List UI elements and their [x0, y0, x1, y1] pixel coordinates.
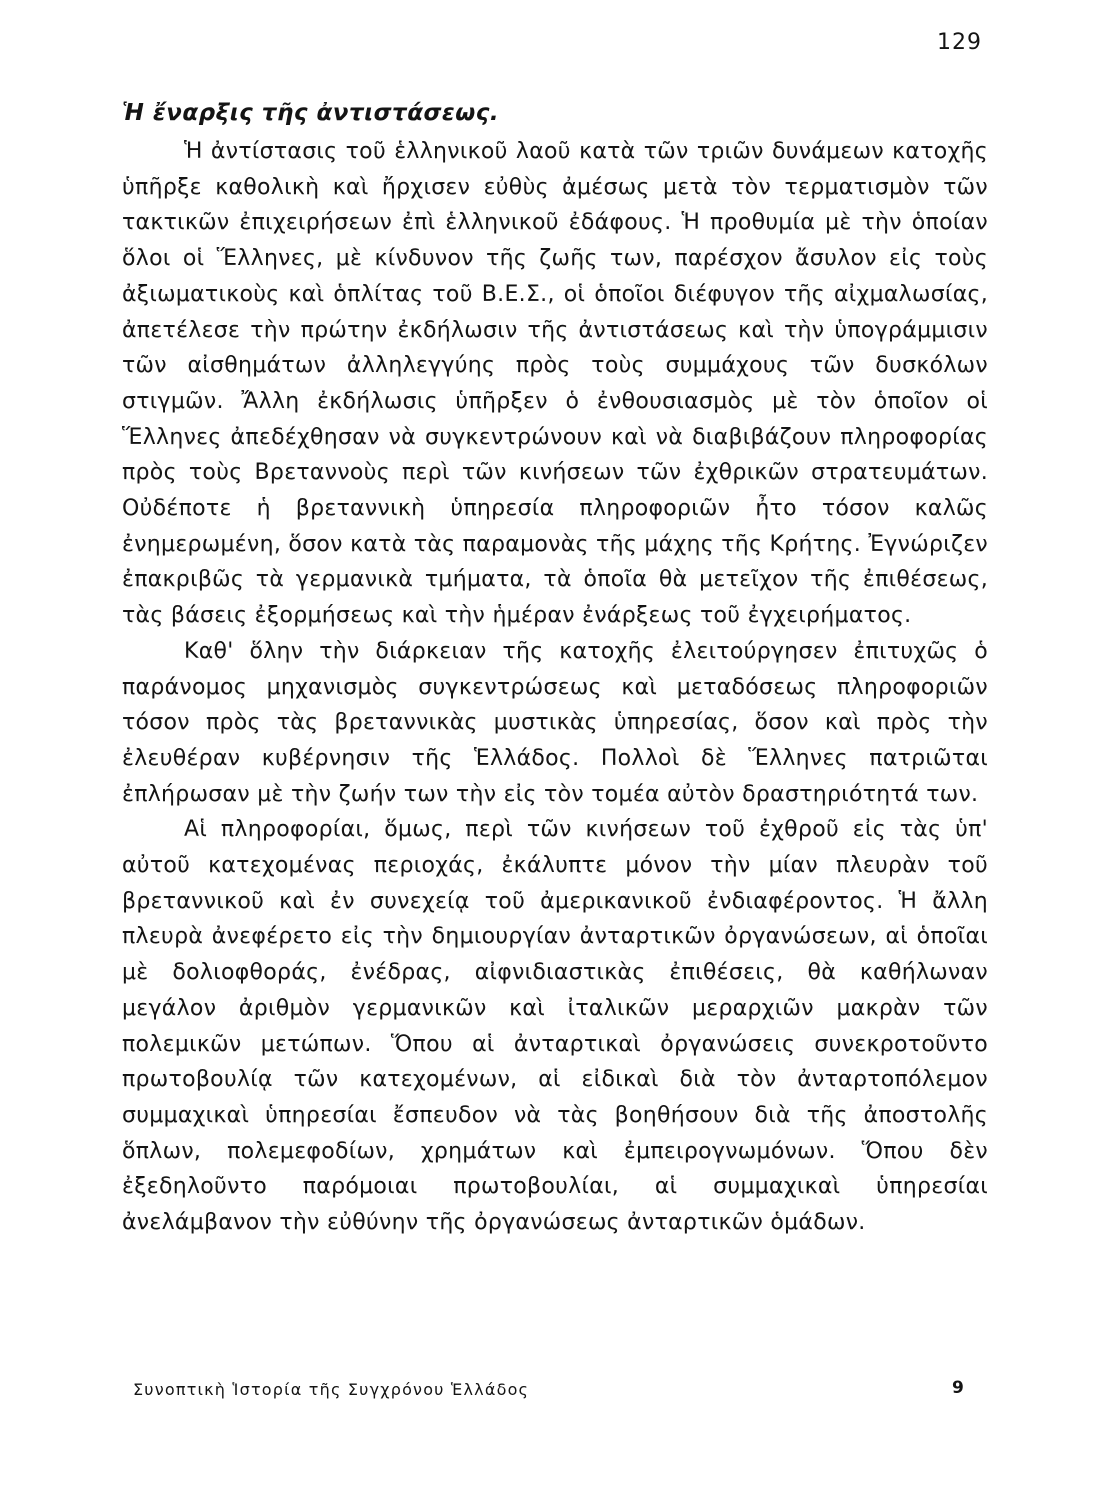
page-number: 129	[937, 30, 982, 55]
footer-signature-number: 9	[952, 1378, 964, 1398]
footer-book-title: Συνοπτικὴ Ἱστορία τῆς Συγχρόνου Ἑλλάδος	[133, 1380, 530, 1399]
paragraph-2: Καθ' ὅλην τὴν διάρκειαν τῆς κατοχῆς ἐλειτούργησεν ἐπιτυχῶς ὁ παράνομος μηχανισμὸς συγκεντρώσεως καὶ μεταδόσεως πληροφοριῶν τόσον πρὸς τὰς βρεταννικὰς μυστικὰς ὑπηρεσίας, ὅσον καὶ πρὸς τὴν ἐλευθέραν κυβέρνησιν τῆς Ἑλλάδος. Πολλοὶ δὲ Ἕλληνες πατριῶται ἐπλήρωσαν μὲ τὴν ζωήν των τὴν εἰς τὸν τομέα αὐτὸν δραστηριότητά των.	[122, 638, 988, 807]
paragraph-3: Αἱ πληροφορίαι, ὅμως, περὶ τῶν κινήσεων τοῦ ἐχθροῦ εἰς τὰς ὑπ' αὐτοῦ κατεχομένας περιοχάς, ἐκάλυπτε μόνον τὴν μίαν πλευρὰν τοῦ βρεταννικοῦ καὶ ἐν συνεχείᾳ τοῦ ἀμερικανικοῦ ἐνδιαφέροντος. Ἡ ἄλλη πλευρὰ ἀνεφέρετο εἰς τὴν δημιουργίαν ἀνταρτικῶν ὀργανώσεων, αἱ ὁποῖαι μὲ δολιοφθοράς, ἐνέδρας, αἰφνιδιαστικὰς ἐπιθέσεις, θὰ καθήλωναν μεγάλον ἀριθμὸν γερμανικῶν καὶ ἰταλικῶν μεραρχιῶν μακρὰν τῶν πολεμικῶν μετώπων. Ὅπου αἱ ἀνταρτικαὶ ὀργανώσεις συνεκροτοῦντο πρωτοβουλίᾳ τῶν κατεχομένων, αἱ εἰδικαὶ διὰ τὸν ἀνταρτοπόλεμον συμμαχικαὶ ὑπηρεσίαι ἔσπευδον νὰ τὰς βοηθήσουν διὰ τῆς ἀποστολῆς ὅπλων, πολεμεφοδίων, χρημάτων καὶ ἐμπειρογνωμόνων. Ὅπου δὲν ἐξεδηλοῦντο παρόμοιαι πρωτοβουλίαι, αἱ συμμαχικαὶ ὑπηρεσίαι ἀνελάμβανον τὴν εὐθύνην τῆς ὀργανώσεως ἀνταρτικῶν ὁμάδων.	[122, 817, 988, 1236]
body-text	[122, 134, 988, 1241]
section-heading: Ἡ ἔναρξις τῆς ἀντιστάσεως.	[122, 100, 500, 126]
paragraph-1: Ἡ ἀντίστασις τοῦ ἑλληνικοῦ λαοῦ κατὰ τῶν τριῶν δυνάμεων κατοχῆς ὑπῆρξε καθολικὴ καὶ ἤρχισεν εὐθὺς ἀμέσως μετὰ τὸν τερματισμὸν τῶν τακτικῶν ἐπιχειρήσεων ἐπὶ ἑλληνικοῦ ἐδάφους. Ἡ προθυμία μὲ τὴν ὁποίαν ὅλοι οἱ Ἕλληνες, μὲ κίνδυνον τῆς ζωῆς των, παρέσχον ἄσυλον εἰς τοὺς ἀξιωματικοὺς καὶ ὁπλίτας τοῦ Β.Ε.Σ., οἱ ὁποῖοι διέφυγον τῆς αἰχμαλωσίας, ἀπετέλεσε τὴν πρώτην ἐκδήλωσιν τῆς ἀντιστάσεως καὶ τὴν ὑπογράμμισιν τῶν αἰσθημάτων ἀλληλεγγύης πρὸς τοὺς συμμάχους τῶν δυσκόλων στιγμῶν. Ἄλλη ἐκδήλωσις ὑπῆρξεν ὁ ἐνθουσιασμὸς μὲ τὸν ὁποῖον οἱ Ἕλληνες ἀπεδέχθησαν νὰ συγκεντρώνουν καὶ νὰ διαβιβάζουν πληροφορίας πρὸς τοὺς Βρεταννοὺς περὶ τῶν κινήσεων τῶν ἐχθρικῶν στρατευμάτων. Οὐδέποτε ἡ βρεταννικὴ ὑπηρεσία πληροφοριῶν ἦτο τόσον καλῶς ἐνημερωμένη, ὅσον κατὰ τὰς παραμονὰς τῆς μάχης τῆς Κρήτης. Ἐγνώριζεν ἐπακριβῶς τὰ γερμανικὰ τμήματα, τὰ ὁποῖα θὰ μετεῖχον τῆς ἐπιθέσεως, τὰς βάσεις ἐξορμήσεως καὶ τὴν ἡμέραν ἐνάρξεως τοῦ ἐγχειρήματος.	[122, 139, 988, 629]
